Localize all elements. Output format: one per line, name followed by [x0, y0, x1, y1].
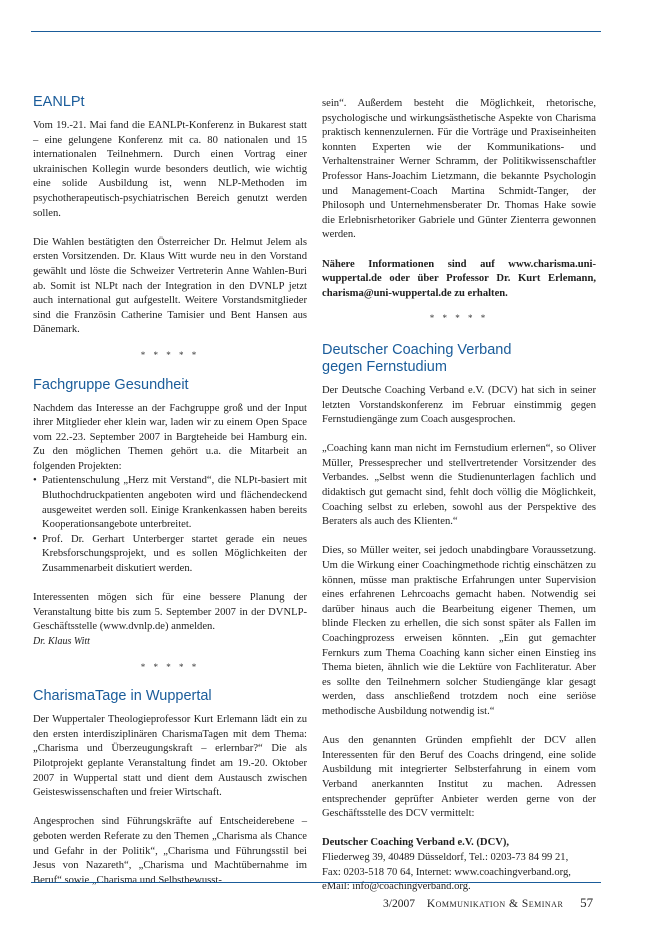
left-column	[33, 94, 307, 888]
eanlpt-paragraph-2: Die Wahlen bestätigten den Österreicher Dr. Helmut Jelem als ersten Vorsitzenden. Dr. Klaus Witt wurde neu in den Vorstand gewählt und löste die Schweizer Vertreterin Anne Wahlen-Buri ab. Somit ist NLPt nach der Integration in den DVNLP jetzt auch international gut aufgestellt. Weitere Vorstandsmitglieder sind die Französin Catherine Tamisier und Bent Hansen aus Dänemark.	[33, 236, 307, 336]
heading-dcv	[322, 342, 596, 376]
dcv-paragraph-3: Dies, so Müller weiter, sei jedoch unabdingbare Voraussetzung. Um die Wirkung einer Coachingmethode richtig einschätzen zu können, müsse man praktische Erfahrungen unter Supervision eines erfahrenen Lehrcoachs gemacht haben. Notwendig sei darüber hinaus auch die Bearbeitung eigener Themen, um blinde Flecken zu erhellen, die sich sonst später als Fallen im Coachingprozess erweisen könnten. „Ein gut gemachter Fernkurs zum Thema Coaching kann sicher einen Einstieg ins Thema bieten, ähnlich wie die Lektüre von Fachliteratur. Aber es sollte den Teilnehmern solcher Studiengänge klar gesagt werden, dass anschließend trotzdem noch eine seriöse methodische Ausbildung notwendig ist.“	[322, 545, 596, 717]
dcv-paragraph-1: Der Deutsche Coaching Verband e.V. (DCV) hat sich in seiner letzten Vorstandskonferenz im Februar einstimmig gegen Fernstudiengänge zum Coach ausgesprochen.	[322, 384, 596, 426]
page-footer	[383, 895, 593, 911]
fachgruppe-paragraph-1: Nachdem das Interesse an der Fachgruppe groß und der Input ihrer Mitglieder eher klein war, laden wir zu einem Open Space vom 22.-23. September 2007 in Bargteheide bei Hamburg ein. Zu den möglichen Themen gehört u.a. die Mitarbeit an folgenden Projekten:	[33, 402, 307, 472]
section-separator: * * * * *	[140, 349, 200, 360]
list-item: • Patientenschulung „Herz mit Verstand“, die NLPt-basiert mit Bluthochdruckpatienten angeboten wird und flächendeckend ausgeweitet werden soll. Einige Krankenkassen haben bereits Kooperationsangebote unterbreitet.	[33, 475, 307, 531]
contact-fax-web: Fax: 0203-518 70 64, Internet: www.coachingverband.org,	[322, 866, 571, 878]
author-signature: Dr. Klaus Witt	[33, 636, 90, 647]
fachgruppe-paragraph-2: Interessenten mögen sich für eine bessere Planung der Veranstaltung bitte bis zum 5. September 2007 in der DVNLP-Geschäftsstelle (www.dvnlp.de) anmelden.	[33, 592, 307, 633]
heading-dcv-line2: gegen Fernstudium	[322, 358, 447, 375]
contact-name: Deutscher Coaching Verband e.V. (DCV),	[322, 837, 510, 849]
charisma-info: Nähere Informationen sind auf www.charisma.uni-wuppertal.de oder über Professor Dr. Kurt Erlemann, charisma@uni-wuppertal.de zu erhalten.	[322, 258, 596, 299]
heading-eanlpt: EANLPt	[33, 94, 85, 110]
issue-number: 3/2007	[383, 898, 415, 910]
charisma-paragraph-2: Angesprochen sind Führungskräfte auf Entscheiderebene – geboten werden Referate zu den Themen „Charisma als Chance und Gefahr in der Politik“, „Charisma und Führungsstil bei Jesus von Nazareth“, „Charisma und Machtübernahme im Beruf“ sowie „Charisma und Selbstbewusst-	[33, 816, 307, 886]
charisma-continuation: sein“. Außerdem besteht die Möglichkeit, rhetorische, psychologische und wirkungsästhetische Aspekte von Charisma praktisch kennenzulernen. Für die Vorträge und Praxiseinheiten konnten Experten wie der Kommunikations- und Verhaltenstrainer Werner Schramm, der Politikwissenschaftler Professor Hans-Joachim Lietzmann, die bekannte Psychologin und Management-Coach Martina Schmidt-Tanger, der Philosoph und Unternehmensberater Dr. Thomas Hake sowie die Erlebnisrhetoriker Gabriele und Günter Zienterra gewonnen werden.	[322, 98, 596, 241]
page-number: 57	[580, 895, 594, 910]
section-separator: * * * * *	[140, 661, 200, 672]
contact-email: eMail: info@coachingverband.org.	[322, 881, 471, 893]
top-rule	[31, 31, 601, 32]
right-column	[322, 97, 596, 895]
fachgruppe-project-list	[33, 474, 307, 576]
list-item: • Prof. Dr. Gerhart Unterberger startet gerade ein neues Krebsforschungsprojekt, und es sollen Möglichkeiten der Zusammenarbeit diskutiert werden.	[33, 533, 307, 575]
magazine-title: Kommunikation & Seminar	[426, 898, 564, 910]
heading-charisma: CharismaTage in Wuppertal	[33, 688, 212, 705]
contact-address: Fliederweg 39, 40489 Düsseldorf, Tel.: 0203-73 84 99 21,	[322, 851, 569, 863]
dcv-paragraph-2: „Coaching kann man nicht im Fernstudium erlernen“, so Oliver Müller, Pressesprecher und stellvertretender Vorsitzender des Verbandes. „Selbst wenn die Studienunterlagen fachlich und didaktisch gut gemacht sind, fehlt doch völlig die Möglichkeit, Coaching selbst zu erleben, sowohl aus der Perspektive des Beraters als auch des Klienten.“	[322, 443, 596, 528]
dcv-paragraph-4: Aus den genannten Gründen empfiehlt der DCV allen Interessenten für den Beruf des Coachs dringend, eine solide Ausbildung mit integrierter Selbsterfahrung in einem vom Verband anerkannten Institut zu machen. Adressen entsprechender geprüfter Anbieter werden gerne von der Geschäftsstelle des DCV vermittelt:	[322, 735, 596, 820]
heading-fachgruppe: Fachgruppe Gesundheit	[33, 376, 189, 393]
eanlpt-paragraph-1: Vom 19.-21. Mai fand die EANLPt-Konferenz in Bukarest statt – eine gelungene Konferenz mit ca. 80 nationalen und 15 internationalen Teilnehmern. Durch einen Vortrag einer ukrainischen Kollegin wurde besonders deutlich, wie wichtig eine solide Ausbildung ist, wenn NLP-Methoden im psychotherapeutisch-psychiatrischen Bereich genutzt werden sollen.	[33, 120, 307, 219]
charisma-paragraph-1: Der Wuppertaler Theologieprofessor Kurt Erlemann lädt ein zu den ersten interdisziplinären CharismaTagen mit dem Thema: „Charisma und Überzeugungskraft – erlernbar?“ Die als Pilotprojekt geplante Veranstaltung findet am 19.-20. Oktober 2007 in Wuppertal statt und dient dem Austausch zwischen Geisteswissenschaften und freier Wirtschaft.	[33, 714, 307, 799]
bottom-rule	[31, 882, 601, 883]
section-separator: * * * * *	[429, 313, 489, 324]
heading-dcv-line1: Deutscher Coaching Verband	[322, 341, 512, 358]
